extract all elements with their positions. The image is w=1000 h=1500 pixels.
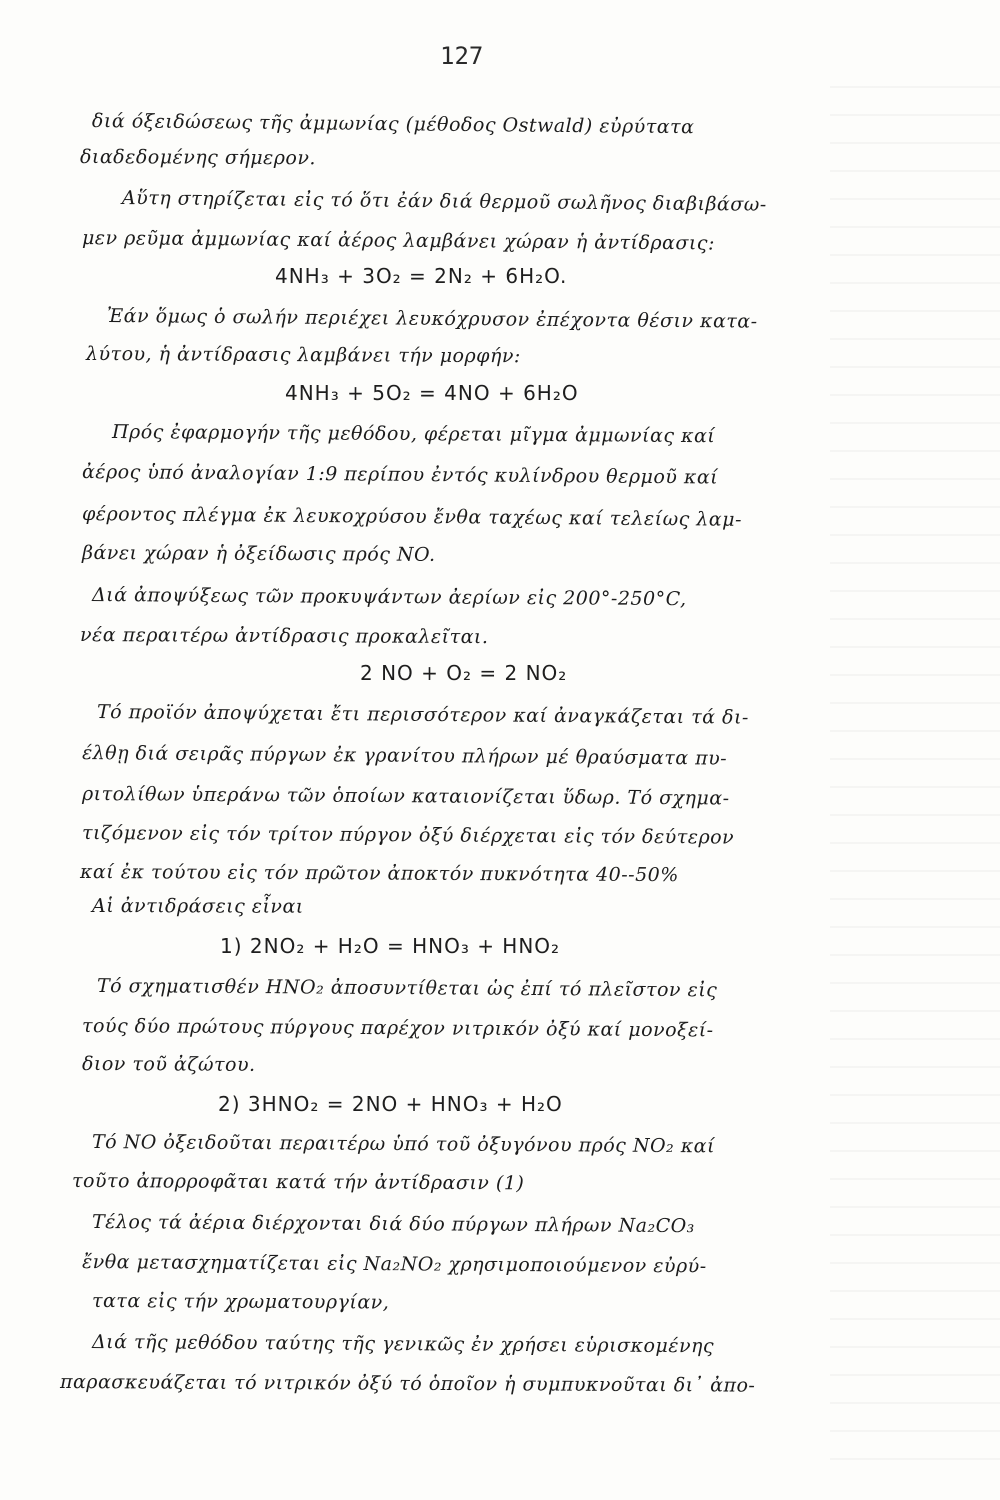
text-line: Τό προϊόν ἀποψύχεται ἔτι περισσότερον καί ἀναγκάζεται τά δι- [96,701,749,729]
text-line: ἀέρος ὑπό ἀναλογίαν 1:9 περίπου ἐντός κυλίνδρου θερμοῦ καί [81,461,719,489]
equation-line: 4NH₃ + 3O₂ = 2N₂ + 6H₂O. [275,264,568,288]
bleed-through-shadow [830,60,1000,1460]
text-line: Πρός ἐφαρμογήν τῆς μεθόδου, φέρεται μῖγμα ἀμμωνίας καί [111,421,716,448]
text-line: Αὕτη στηρίζεται εἰς τό ὅτι ἐάν διά θερμοῦ σωλῆνος διαβιβάσω- [121,187,767,216]
text-line: τοῦτο ἀπορροφᾶται κατά τήν ἀντίδρασιν (1) [71,1170,525,1195]
text-line: Διά τῆς μεθόδου ταύτης τῆς γενικῶς ἐν χρήσει εὑρισκομένης [91,1331,715,1358]
equation-line: 4NH₃ + 5O₂ = 4NO + 6H₂O [285,381,579,405]
equation-line: 2 NO + O₂ = 2 NO₂ [360,661,568,685]
text-line: λύτου, ἡ ἀντίδρασις λαμβάνει τήν μορφήν: [85,343,521,368]
equation-line: 1) 2NO₂ + H₂O = HNO₃ + HNO₂ [220,934,561,958]
text-line: τιζόμενον εἰς τόν τρίτον πύργον ὀξύ διέρχεται εἰς τόν δεύτερον [81,822,735,849]
text-line: βάνει χώραν ἡ ὀξείδωσις πρός NO. [81,542,436,566]
text-line: ἔνθα μετασχηματίζεται εἰς Na₂NO₂ χρησιμοποιούμενον εὐρύ- [81,1251,707,1278]
text-line: Τό NO ὀξειδοῦται περαιτέρω ὑπό τοῦ ὀξυγόνου πρός NO₂ καί [91,1131,716,1158]
text-line: διά όξειδώσεως τῆς ἀμμωνίας (μέθοδος Ostwald) εὐρύτατα [91,110,695,139]
text-line: διαδεδομένης σήμερον. [79,146,317,170]
text-line: νέα περαιτέρω ἀντίδρασις προκαλεῖται. [79,624,489,649]
text-line: ριτολίθων ὑπεράνω τῶν ὁποίων καταιονίζεται ὕδωρ. Τό σχημα- [81,783,730,810]
text-line: καί ἐκ τούτου εἰς τόν πρῶτον ἀποκτόν πυκνότητα 40--50% [79,861,679,887]
text-line: Ἐάν ὅμως ὁ σωλήν περιέχει λευκόχρυσον ἐπέχοντα θέσιν κατα- [106,305,758,333]
page-number: 127 [440,42,484,70]
text-line: μεν ρεῦμα ἀμμωνίας καί ἀέρος λαμβάνει χώραν ἡ ἀντίδρασις: [81,227,716,255]
equation-line: 2) 3HNO₂ = 2NO + HNO₃ + H₂O [218,1092,563,1116]
text-line: παρασκευάζεται τό νιτρικόν ὀξύ τό ὁποῖον ἡ συμπυκνοῦται δι᾽ ἀπο- [59,1371,756,1397]
text-line: έλθῃ διά σειρᾶς πύργων ἐκ γρανίτου πλήρων μέ θραύσματα πυ- [81,742,728,770]
text-line: Τό σχηματισθέν HNO₂ ἀποσυντίθεται ὡς ἐπί τό πλεῖστον εἰς [96,975,718,1002]
text-line: φέροντος πλέγμα ἐκ λευκοχρύσου ἔνθα ταχέως καί τελείως λαμ- [81,503,743,531]
text-line: διον τοῦ ἀζώτου. [81,1053,256,1076]
text-line: Τέλος τά ἀέρια διέρχονται διά δύο πύργων πλήρων Na₂CO₃ [91,1211,695,1238]
text-line: Διά ἀποψύξεως τῶν προκυψάντων ἀερίων εἰς 200°-250°C, [91,584,687,611]
text-line: τούς δύο πρώτους πύργους παρέχον νιτρικόν ὀξύ καί μονοξεί- [81,1015,714,1042]
text-line: τατα εἰς τήν χρωματουργίαν, [91,1290,390,1314]
text-line: Αἱ ἀντιδράσεις εἶναι [91,895,304,918]
